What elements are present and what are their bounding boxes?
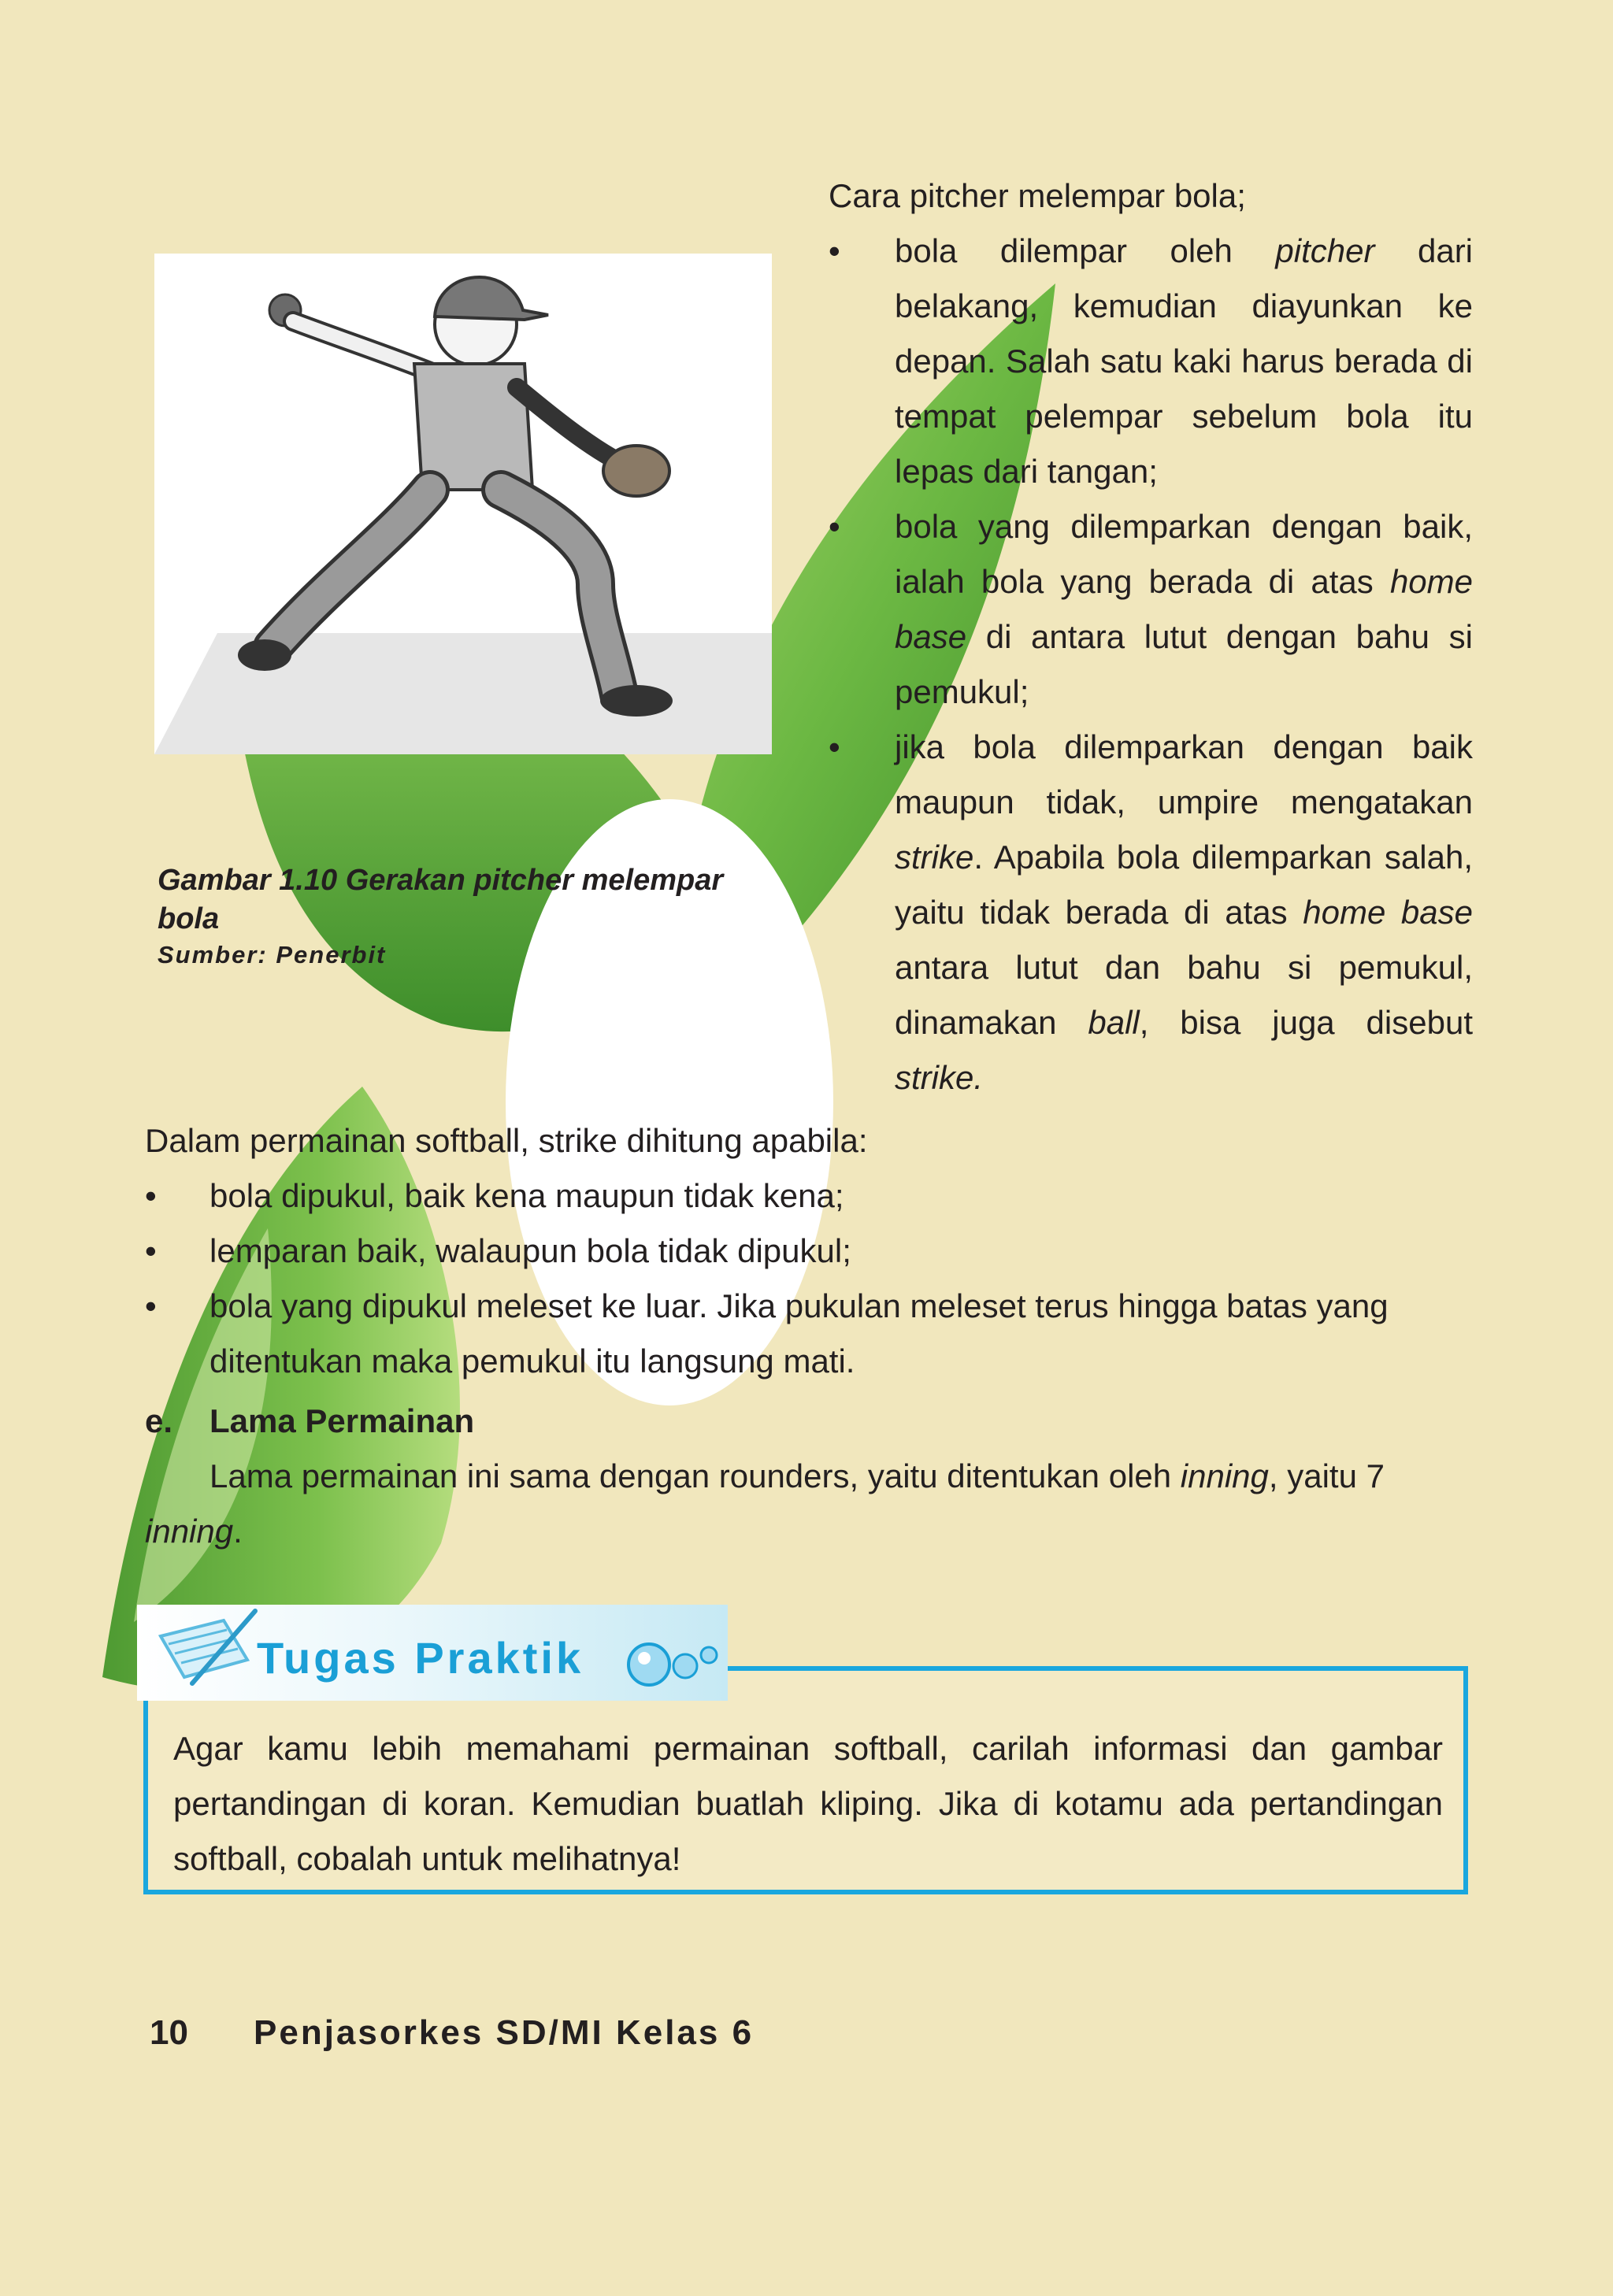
- caption-title: Gambar 1.10 Gerakan pitcher melempar bola: [158, 864, 724, 935]
- pitcher-lead: Cara pitcher melempar bola;: [829, 177, 1246, 214]
- notebook-icon: [145, 1605, 263, 1701]
- list-item: • lemparan baik, walaupun bola tidak dipukul;: [145, 1224, 1468, 1279]
- book-title: Penjasorkes SD/MI Kelas 6: [254, 2013, 755, 2052]
- list-item: • bola dipukul, baik kena maupun tidak kena;: [145, 1168, 1468, 1224]
- figure-caption: [158, 861, 788, 972]
- bullet-icon: •: [145, 1287, 157, 1324]
- strike-section: [145, 1113, 1468, 1559]
- task-title: Tugas Praktik: [257, 1633, 584, 1683]
- list-item: • jika bola dilemparkan dengan baik maupun tidak, umpire mengatakan strike. Apabila bola dilemparkan salah, yaitu tidak berada di atas home base antara lutut dan bahu si pemukul, dinamakan ball, bisa juga disebut strike.: [829, 720, 1473, 1105]
- page-footer: [150, 2009, 754, 2057]
- bullet-icon: •: [145, 1177, 157, 1214]
- section-heading: e. Lama Permainan: [145, 1402, 475, 1439]
- bullet-icon: •: [145, 1232, 157, 1269]
- page-number: 10: [150, 2013, 188, 2052]
- strike-lead: Dalam permainan softball, strike dihitung apabila:: [145, 1122, 868, 1159]
- caption-source: Sumber: Penerbit: [158, 941, 387, 968]
- task-text: Agar kamu lebih memahami permainan softball, carilah informasi dan gambar pertandingan di koran. Kemudian buatlah kliping. Jika di kotamu ada pertandingan softball, cobalah untuk melihatnya!: [173, 1730, 1443, 1877]
- bullet-icon: •: [829, 232, 840, 269]
- bullet-icon: •: [829, 508, 840, 545]
- pitcher-illustration: [154, 254, 772, 754]
- pitcher-figure: [154, 254, 772, 754]
- duration-paragraph: Lama permainan ini sama dengan rounders, yaitu ditentukan oleh inning, yaitu 7 inning.: [145, 1457, 1385, 1550]
- pitcher-section: [829, 168, 1473, 1105]
- list-item: • bola yang dilemparkan dengan baik, ialah bola yang berada di atas home base di antara lutut dengan bahu si pemukul;: [829, 499, 1473, 720]
- list-item: • bola dilempar oleh pitcher dari belakang, kemudian diayunkan ke depan. Salah satu kaki harus berada di tempat pelempar sebelum bola itu lepas dari tangan;: [829, 224, 1473, 499]
- bullet-icon: •: [829, 728, 840, 765]
- bubbles-icon: [617, 1616, 728, 1694]
- list-item: • bola yang dipukul meleset ke luar. Jika pukulan meleset terus hingga batas yang ditentukan maka pemukul itu langsung mati.: [145, 1279, 1468, 1389]
